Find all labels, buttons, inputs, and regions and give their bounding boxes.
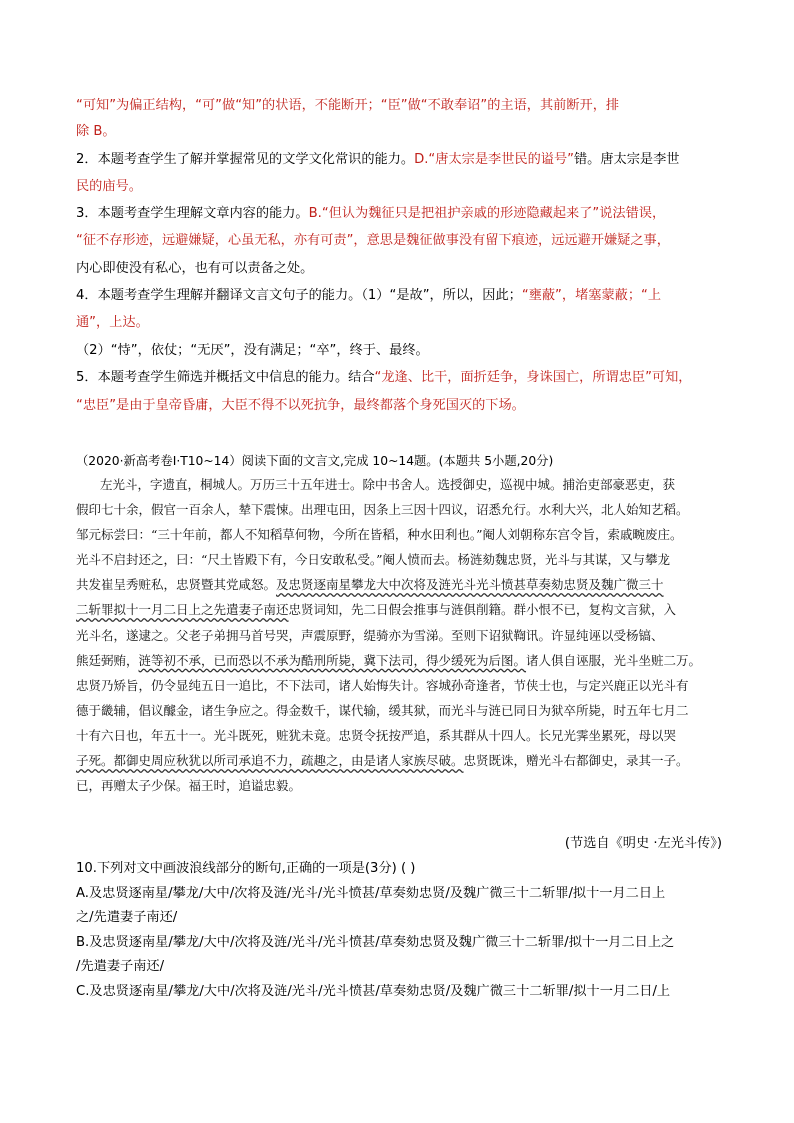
explanation-line: 民的庙号。: [76, 179, 142, 194]
explanation-line: （2）“恃”，依仗；“无厌”，没有满足；“卒”，终于、最终。: [76, 343, 429, 358]
option-a: A.及忠贤逐南星/攀龙/大中/次将及涟/光斗/光斗愤甚/草奏劾忠贤/及魏广微三十二斩罪/拟十一月二日上: [76, 885, 666, 901]
explanation-line: 通”，上达。: [76, 315, 149, 330]
explanation-line: “征不存形迹，远避嫌疑，心虽无私，亦有可责”，意思是魏征做事没有留下痕迹，远远避开嫌疑之事，: [76, 233, 670, 248]
source-citation: (节选自《明史 ·左光斗传》): [564, 836, 722, 851]
explanation-line: 4．本题考查学生理解并翻译文言文句子的能力。（1）“是故”，所以，因此；“壅蔽”，堵塞蒙蔽；“上: [76, 288, 662, 303]
explanation-line: 除 B。: [76, 124, 116, 139]
passage: [76, 472, 726, 798]
passage-line: 光斗名，遂逮之。父老子弟拥马首号哭，声震原野，缇骑亦为雪涕。至则下诏狱鞫讯。许显纯诬以受杨镐、: [76, 627, 664, 643]
explanation-line: 3．本题考查学生理解文章内容的能力。B.“但认为魏征只是把祖护亲戚的形迹隐藏起来了”说法错误，: [76, 206, 666, 221]
option-a-cont: 之/先遣妻子南还/: [76, 910, 178, 926]
wavy-underline-segment: 及忠贤逐南星攀龙大中次将及涟光斗光斗愤甚草奏劾忠贤及魏广微三十: [276, 577, 664, 593]
passage-line: 子死。都御史周应秋犹以所司承追不力，疏趣之，由是诸人家族尽破。忠贤既诛，赠光斗右都御史，录其一子。: [76, 753, 689, 769]
passage-line: 已，再赠太子少保。福王时，追谥忠毅。: [76, 778, 302, 794]
question-stem: 10.下列对文中画波浪线部分的断句,正确的一项是(3分) ( ): [76, 861, 416, 876]
wavy-underline-segment: 子死。都御史周应秋犹以所司承追不力，疏趣之，由是诸人家族尽破。: [76, 753, 464, 769]
passage-line: 假印七十余，假官一百余人，辇下震悚。出理屯田，因条上三因十四议，诏悉允行。水利大兴，北人始知艺稻。: [76, 502, 689, 518]
passage-line: 十有六日也，年五十一。光斗既死，赃犹未竟。忠贤令抚按严追，系其群从十四人。长兄光霁坐累死，母以哭: [76, 727, 677, 743]
wavy-underline-segment: 二斩罪拟十一月二日上之先遣妻子南还: [76, 602, 289, 618]
passage-line: 光斗不启封还之，曰：“尺土皆殿下有，今日安敢私受。”阉人愤而去。杨涟劾魏忠贤，光斗与其谋，又与攀龙: [76, 552, 671, 568]
explanation-line: “忠臣”是由于皇帝昏庸，大臣不得不以死抗争，最终都落个身死国灭的下场。: [76, 398, 525, 413]
explanation-line: 2．本题考查学生了解并掌握常见的文学文化常识的能力。D.“唐太宗是李世民的谥号”错。唐太宗是李世: [76, 152, 680, 167]
passage-line: 左光斗，字遗直，桐城人。万历三十五年进士。除中书舍人。选授御史，巡视中城。捕治吏部豪恶吏，获: [100, 477, 676, 492]
passage-line: 熊廷弼贿，涟等初不承，已而恐以不承为酷刑所毙，冀下法司，得少缓死为后图。诸人俱自诬服，光斗坐赃二万。: [76, 652, 702, 668]
passage-line: 共发崔呈秀赃私，忠贤暨其党咸怒。及忠贤逐南星攀龙大中次将及涟光斗光斗愤甚草奏劾忠贤及魏广微三十: [76, 577, 664, 593]
question-10: [76, 857, 736, 1005]
option-b: B.及忠贤逐南星/攀龙/大中/次将及涟/光斗/光斗愤甚/草奏劾忠贤及魏广微三十二斩罪/拟十一月二日上之: [76, 934, 675, 950]
passage-line: 邹元标尝曰：“三十年前，都人不知稻草何物，今所在皆稻，种水田利也。”阉人刘朝称东宫令旨，索戚畹废庄。: [76, 527, 683, 543]
option-c: C.及忠贤逐南星/攀龙/大中/次将及涟/光斗/光斗愤甚/草奏劾忠贤/及魏广微三十二斩罪/拟十一月二日/上: [76, 983, 671, 999]
explanation-line: 内心即使没有私心，也有可以责备之处。: [76, 261, 314, 276]
passage-line: 忠贤乃矫旨，仍令显纯五日一追比，不下法司，诸人始悔失计。容城孙奇逢者，节侠士也，与定兴鹿正以光斗有: [76, 677, 689, 693]
question-header: （2020·新高考卷Ⅰ·T10~14）阅读下面的文言文,完成 10~14题。(本题共 5小题,20分): [76, 454, 554, 468]
explanation-line: 5．本题考查学生筛选并概括文中信息的能力。结合“龙逢、比干，面折廷争，身诛国亡，所谓忠臣”可知，: [76, 370, 692, 385]
wavy-underline-segment: 涟等初不承，已而恐以不承为酷刑所毙，冀下法司，得少缓死为后图。: [138, 652, 527, 668]
option-b-cont: /先遣妻子南还/: [76, 959, 165, 975]
explanation-line: “可知”为偏正结构，“可”做“知”的状语，不能断开；“臣”做“不敢奉诏”的主语，其前断开，排: [76, 98, 620, 113]
passage-line: 德于畿辅，倡议醵金，诸生争应之。得金数千，谋代输，缓其狱，而光斗与涟已同日为狱卒所毙，时五年七月二: [76, 702, 689, 718]
passage-line: 二斩罪拟十一月二日上之先遣妻子南还忠贤词知，先二日假会推事与涟俱削籍。群小恨不已，复构文言狱，入: [76, 602, 677, 618]
